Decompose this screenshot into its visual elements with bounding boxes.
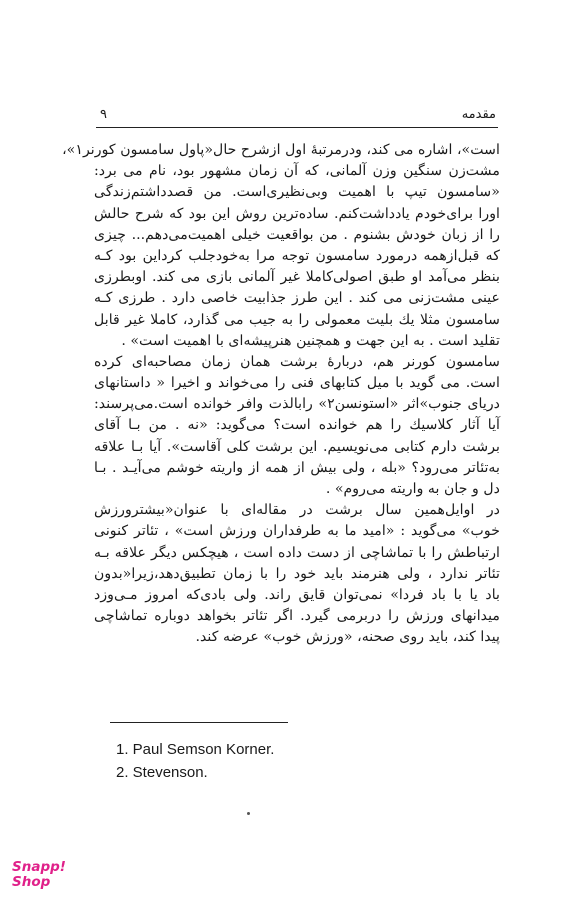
- text-line: است. می گوید با میل کتابهای فنی را می‌خواند و اخیرا « داستانهای: [94, 375, 500, 392]
- chapter-title: مقدمه: [461, 107, 496, 122]
- text-line: باد یا با باد فردا» نمی‌توان قایق راند. ولی بادی‌که امروز مـی‌وزد: [94, 586, 500, 603]
- text-line: دریای جنوب»اثر «استونسن۲» رابالذت وافر خوانده است.می‌پرسند:: [94, 396, 500, 413]
- text-line: که قبل‌ازهمه درمورد سامسون توجه مرا به‌خودجلب کرداین بود کـه: [94, 247, 500, 264]
- text-line: به‌تئاتر می‌رود؟ «بله ، ولی بیش از همه از واریته خوشم می‌آیـد . بـا: [94, 459, 500, 476]
- text-line: اورا برای‌خودم یادداشت‌کنم. ساده‌ترین روش این بود که شرح حالش: [94, 205, 500, 222]
- text-line: عینی مشت‌زنی می کند . این طرز جذابیت خاصی دارد . طرزی کـه: [94, 290, 500, 307]
- page-header: [96, 107, 496, 127]
- text-line: خوب» می‌گوید : «امید ما به طرفداران ورزش است» ، تئاتر کنونی: [94, 523, 500, 540]
- footnotes: [116, 738, 416, 784]
- watermark-line-2: Shop: [12, 874, 51, 890]
- text-line: تئاتر ندارد ، ولی هنرمند باید خود را با زمان تطبیق‌دهد،زیرا«بدون: [94, 565, 500, 582]
- text-line: دل و جان به واریته می‌روم» .: [325, 481, 500, 497]
- page-number: ۹: [100, 107, 107, 122]
- text-line: است»، اشاره می کند، ودرمرتبهٔ اول ازشرح حال«پاول سامسون کورنر۱»،: [62, 142, 500, 158]
- footnote-1: 1. Paul Semson Korner.: [116, 741, 275, 758]
- text-line: آیا آثار کلاسیك را هم خوانده است؟ می‌گوید: «نه . من بـا آقای: [94, 417, 500, 434]
- text-line: سامسون کورنر هم، دربارهٔ برشت همان زمان مصاحبه‌ای کرده: [94, 353, 500, 370]
- watermark-logo: [12, 860, 72, 890]
- text-line: در اوایل‌همین سال برشت در مقاله‌ای با عنوان«بیشترورزش: [94, 502, 500, 519]
- header-rule: [96, 127, 498, 128]
- footnote-2: 2. Stevenson.: [116, 764, 208, 781]
- text-line: تقلید است . به این جهت و همچنین هنرپیشه‌ای با اهمیت است» .: [121, 332, 500, 349]
- text-line: سامسون مثلا یك بلیت معمولی را به جیب می گذارد، کاملا غیر قابل: [94, 311, 500, 328]
- body-text: [62, 140, 500, 695]
- text-line: برشت دارم کتابی می‌نویسیم. این برشت کلی آقاست». آیا بـا علاقه: [94, 438, 500, 455]
- footnote-rule: [110, 722, 288, 723]
- text-line: را از زبان خودش بشنوم . من بواقعیت خیلی اهمیت‌می‌دهم... چیزی: [94, 226, 500, 243]
- text-line: ارتباطش را با تماشاچی از دست داده است ، هیچکس دیگر علاقه بـه: [94, 544, 500, 561]
- text-line: میدانهای ورزش را دربرمی گیرد. اگر تئاتر بخواهد دوباره تماشاچی: [94, 608, 500, 625]
- text-line: پیدا کند، باید روی صحنه، «ورزش خوب» عرضه کند.: [195, 629, 500, 646]
- text-line: بنظر می‌آمد او طبق اصولی‌کاملا غیر آلمانی بازی می کند. اوبطرزی: [94, 269, 500, 286]
- watermark-line-1: Snapp!: [12, 859, 66, 875]
- page-dot: [247, 812, 250, 815]
- text-line: مشت‌زن سنگین وزن آلمانی، که آن زمان مشهور بود، نام می برد:: [94, 163, 500, 180]
- text-line: «سامسون تیپ با اهمیت وبی‌نظیری‌است. من قصدداشتم‌زندگی: [94, 184, 500, 201]
